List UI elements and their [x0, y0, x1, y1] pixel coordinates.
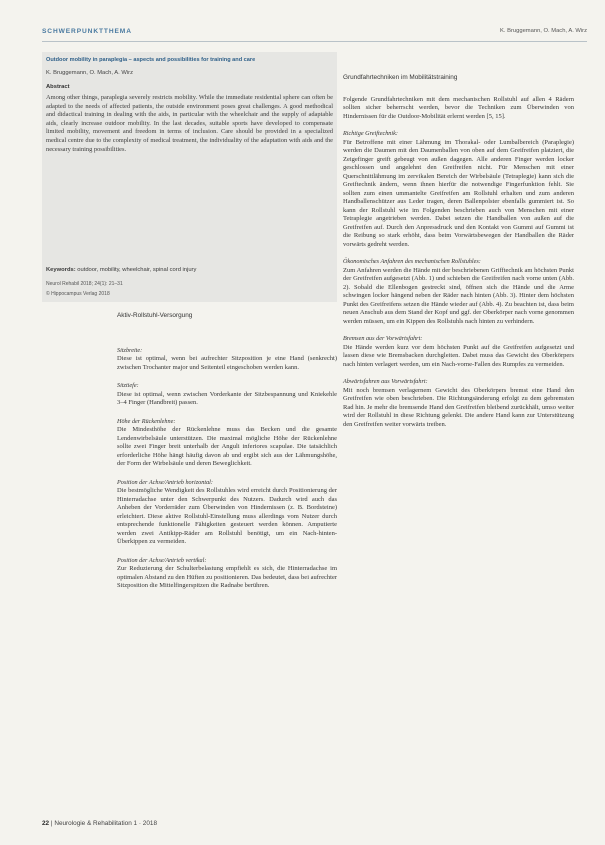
abstract-text: Among other things, paraplegia severely restricts mobility. While the immediate residential sphere can often be adapted to the needs of affected patients, the outside environment poses great challenges. A good methodical and didactical training in dealing with the aids, in particular with the wheelchair and the supply of adaptable aids, clearly increase outdoor mobility. In the last decades, suitable sports have developed to compensate limited mobility, movement and freedom in terms of inclusion. Care should be provided in a specialized medical centre due to the complexity of medical treatment, the individuality of the adaptation with aids and the necessary training possibilities. [46, 94, 333, 153]
journal-name: Neurologie & Rehabilitation 1 · 2018 [54, 820, 157, 827]
running-header [42, 27, 587, 42]
subheading: Abwärtsfahren aus Vorwärtsfahrt: [343, 378, 428, 385]
paragraph: Diese ist optimal, wenn zwischen Vorderkante der Sitzbespannung und Kniekehle 3–4 Finger (Handbreit) passen. [117, 390, 337, 406]
header-authors: K. Bruggemann, O. Mach, A. Wirz [500, 28, 587, 34]
subheading: Sitzbreite: [117, 346, 143, 354]
right-column [343, 74, 574, 438]
section-title-left: Aktiv-Rollstuhl-Versorgung [117, 312, 193, 319]
text-block [117, 557, 337, 591]
keywords [46, 267, 333, 273]
abstract-box [42, 52, 337, 302]
citation-source: Neurol Rehabil 2018; 24(1): 21–31 [46, 281, 123, 287]
copyright: © Hippocampus Verlag 2018 [46, 291, 110, 297]
text-block [117, 347, 337, 373]
paragraph: Die Mindesthöhe der Rückenlehne muss das Becken und die gesamte Lendenwirbelsäule unterstützen. Die maximal mögliche Höhe der Rückenlehne sollte zwei Finger breit unterhalb der Anguli inferiores scapulae. Die tatsächlich erforderliche Höhe hängt häufig davon ab und ergibt sich aus der Lähmungshöhe, der Form der Wirbelsäule und deren Beweglichkeit. [117, 426, 337, 467]
paragraph: Die bestmögliche Wendigkeit des Rollstuhles wird erreicht durch Positionierung der Hinterradachse unter den Schwerpunkt des Nutzers. Dadurch wird auch das Anheben der Vorderräder zum Überwinden von Hindernissen (z. B. Bordsteine) erleichtert. Diese aktive Rollstuhl-Einstellung muss allerdings vom Nutzer durch entsprechende funktionelle Fähigkeiten gesteuert werden können. Amputierte werden zwei Antikipp-Räder am Rollstuhl benötigt, um ein Nach-hinten-Überkippen zu vermeiden. [117, 487, 337, 545]
keywords-label: Keywords: [46, 267, 76, 273]
paragraph: Diese ist optimal, wenn bei aufrechter Sitzposition je eine Hand (senkrecht) zwischen Trochanter major und Seitenteil eingeschoben werden kann. [117, 355, 337, 371]
abstract-heading: Abstract [46, 84, 70, 90]
english-title: Outdoor mobility in paraplegia – aspects and possibilities for training and care [46, 57, 256, 63]
subheading: Position der Achse/Antrieb horizontal: [117, 478, 213, 486]
paragraph: Zum Anfahren werden die Hände mit der beschriebenen Grifftechnik am höchsten Punkt der Greifreifen aufgesetzt (Abb. 1) und schieben die Greifreifen nach vorne unten (Abb. 2). Sobald die Ellenbogen gestreckt sind, öffnen sich die Hände und die Arme schwingen locker hängend neben der Räder nach hinten (Abb. 3). Hinter dem höchsten Punkt des Greifreifens setzen die Hände wieder auf (Abb. 4). Zu beachten ist, dass beim neuen Anschub aus dem Stand der Kopf und ggf. der Oberkörper nach vorne genommen werden müssen, um ein Kippen des Rollstuhls nach hinten zu verhindern. [343, 266, 574, 325]
subheading: Position der Achse/Antrieb vertikal: [117, 556, 207, 564]
footer-separator: | [50, 820, 55, 827]
text-block [343, 258, 574, 326]
section-label: SCHWERPUNKTTHEMA [42, 28, 132, 35]
subheading: Sitztiefe: [117, 382, 139, 389]
text-block [343, 130, 574, 249]
text-block [117, 382, 337, 408]
subheading: Bremsen aus der Vorwärtsfahrt: [343, 335, 423, 342]
paragraph: Die Hände werden kurz vor dem höchsten Punkt auf die Greifreifen aufgesetzt und lassen diese wie Bremsbacken durchgleiten. Dabei muss das Gewicht des Oberkörpers nach hinten verlagert werden, um ein Nach-vorne-Fallen des Rumpfes zu vermeiden. [343, 343, 574, 368]
intro-paragraph: Folgende Grundfahrtechniken mit dem mechanischen Rollstuhl auf allen 4 Rädern sollten sicher beherrscht werden, bevor die Techniken zum Überwinden von Hindernissen für die Outdoor-Mobilität erlernt werden [5, 15]. [343, 95, 574, 120]
text-block [343, 378, 574, 429]
subheading: Ökonomisches Anfahren des mechanischen Rollstuhles: [343, 258, 481, 265]
left-column [117, 312, 337, 601]
subheading: Richtige Greiftechnik: [343, 130, 398, 137]
section-title-right: Grundfahrtechniken im Mobilitätstraining [343, 74, 458, 81]
subheading: Höhe der Rückenlehne: [117, 417, 176, 425]
paragraph: Zur Reduzierung der Schulterbelastung empfiehlt es sich, die Hinterradachse im optimalen Abstand zu den Hüften zu positionieren. Das bedeutet, dass bei aufrechter Sitzposition die Mittelfingerspitzen die Radnabe berühren. [117, 565, 337, 589]
text-block [343, 335, 574, 369]
paragraph: Mit noch bremsen verlagernem Gewicht des Oberkörpers bremst eine Hand den Greifreifen wie oben beschrieben. Die Richtungsänderung erfolgt zu dem gebremsten Rad hin. Je mehr die bremsende Hand den Greifreifen bleibend zurückhält, umso weiter wird der Rollstuhl in diese Richtung gelenkt. Die andere Hand kann zur Unterstützung den Greifreifen weiter vorwärts treiben. [343, 386, 574, 428]
abstract-authors: K. Bruggemann, O. Mach, A. Wirz [46, 70, 133, 76]
paragraph: Für Betroffene mit einer Lähmung im Thorakal- oder Lumbalbereich (Paraplegie) werden die Daumen mit den Daumenballen von oben auf dem Greifreifen platziert, die Zeigefinger greift gebeugt von außen dagegen. Alle anderen Finger werden locker geschlossen und angelehnt den Greifreifen nicht. Für Menschen mit einer Querschnittlähmung im zervikalen Bereich der Wirbelsäule (Tetraplegie) kann sich die Greiftechnik ändern, wenn ihnen hierfür die notwendige Fingerfunktion fehlt. Sie sollten zum einen ummantelte Greifreifen am Rollstuhl erhalten und zum anderen Handballenschützer aus Leder tragen, deren Ballenpolster ebenfalls gummiert ist. So kann der Rollstuhl wie im Folgenden beschrieben auch von Menschen mit einer Tetraplegie angetrieben werden. Dabei setzen die Handballen von außen auf die Greifreifen auf. Durch den Anpressdruck und den Kontakt von Gummi auf Gummi ist die Reibung so stark erhöht, dass beim Vorwärtsbewegen der Handballen die Räder vorwärts gedreht werden. [343, 138, 574, 248]
page-number: 22 [42, 820, 50, 827]
text-block [117, 418, 337, 469]
keywords-text: outdoor, mobility, wheelchair, spinal cord injury [77, 267, 197, 273]
text-block [117, 479, 337, 547]
page-footer [42, 820, 157, 827]
